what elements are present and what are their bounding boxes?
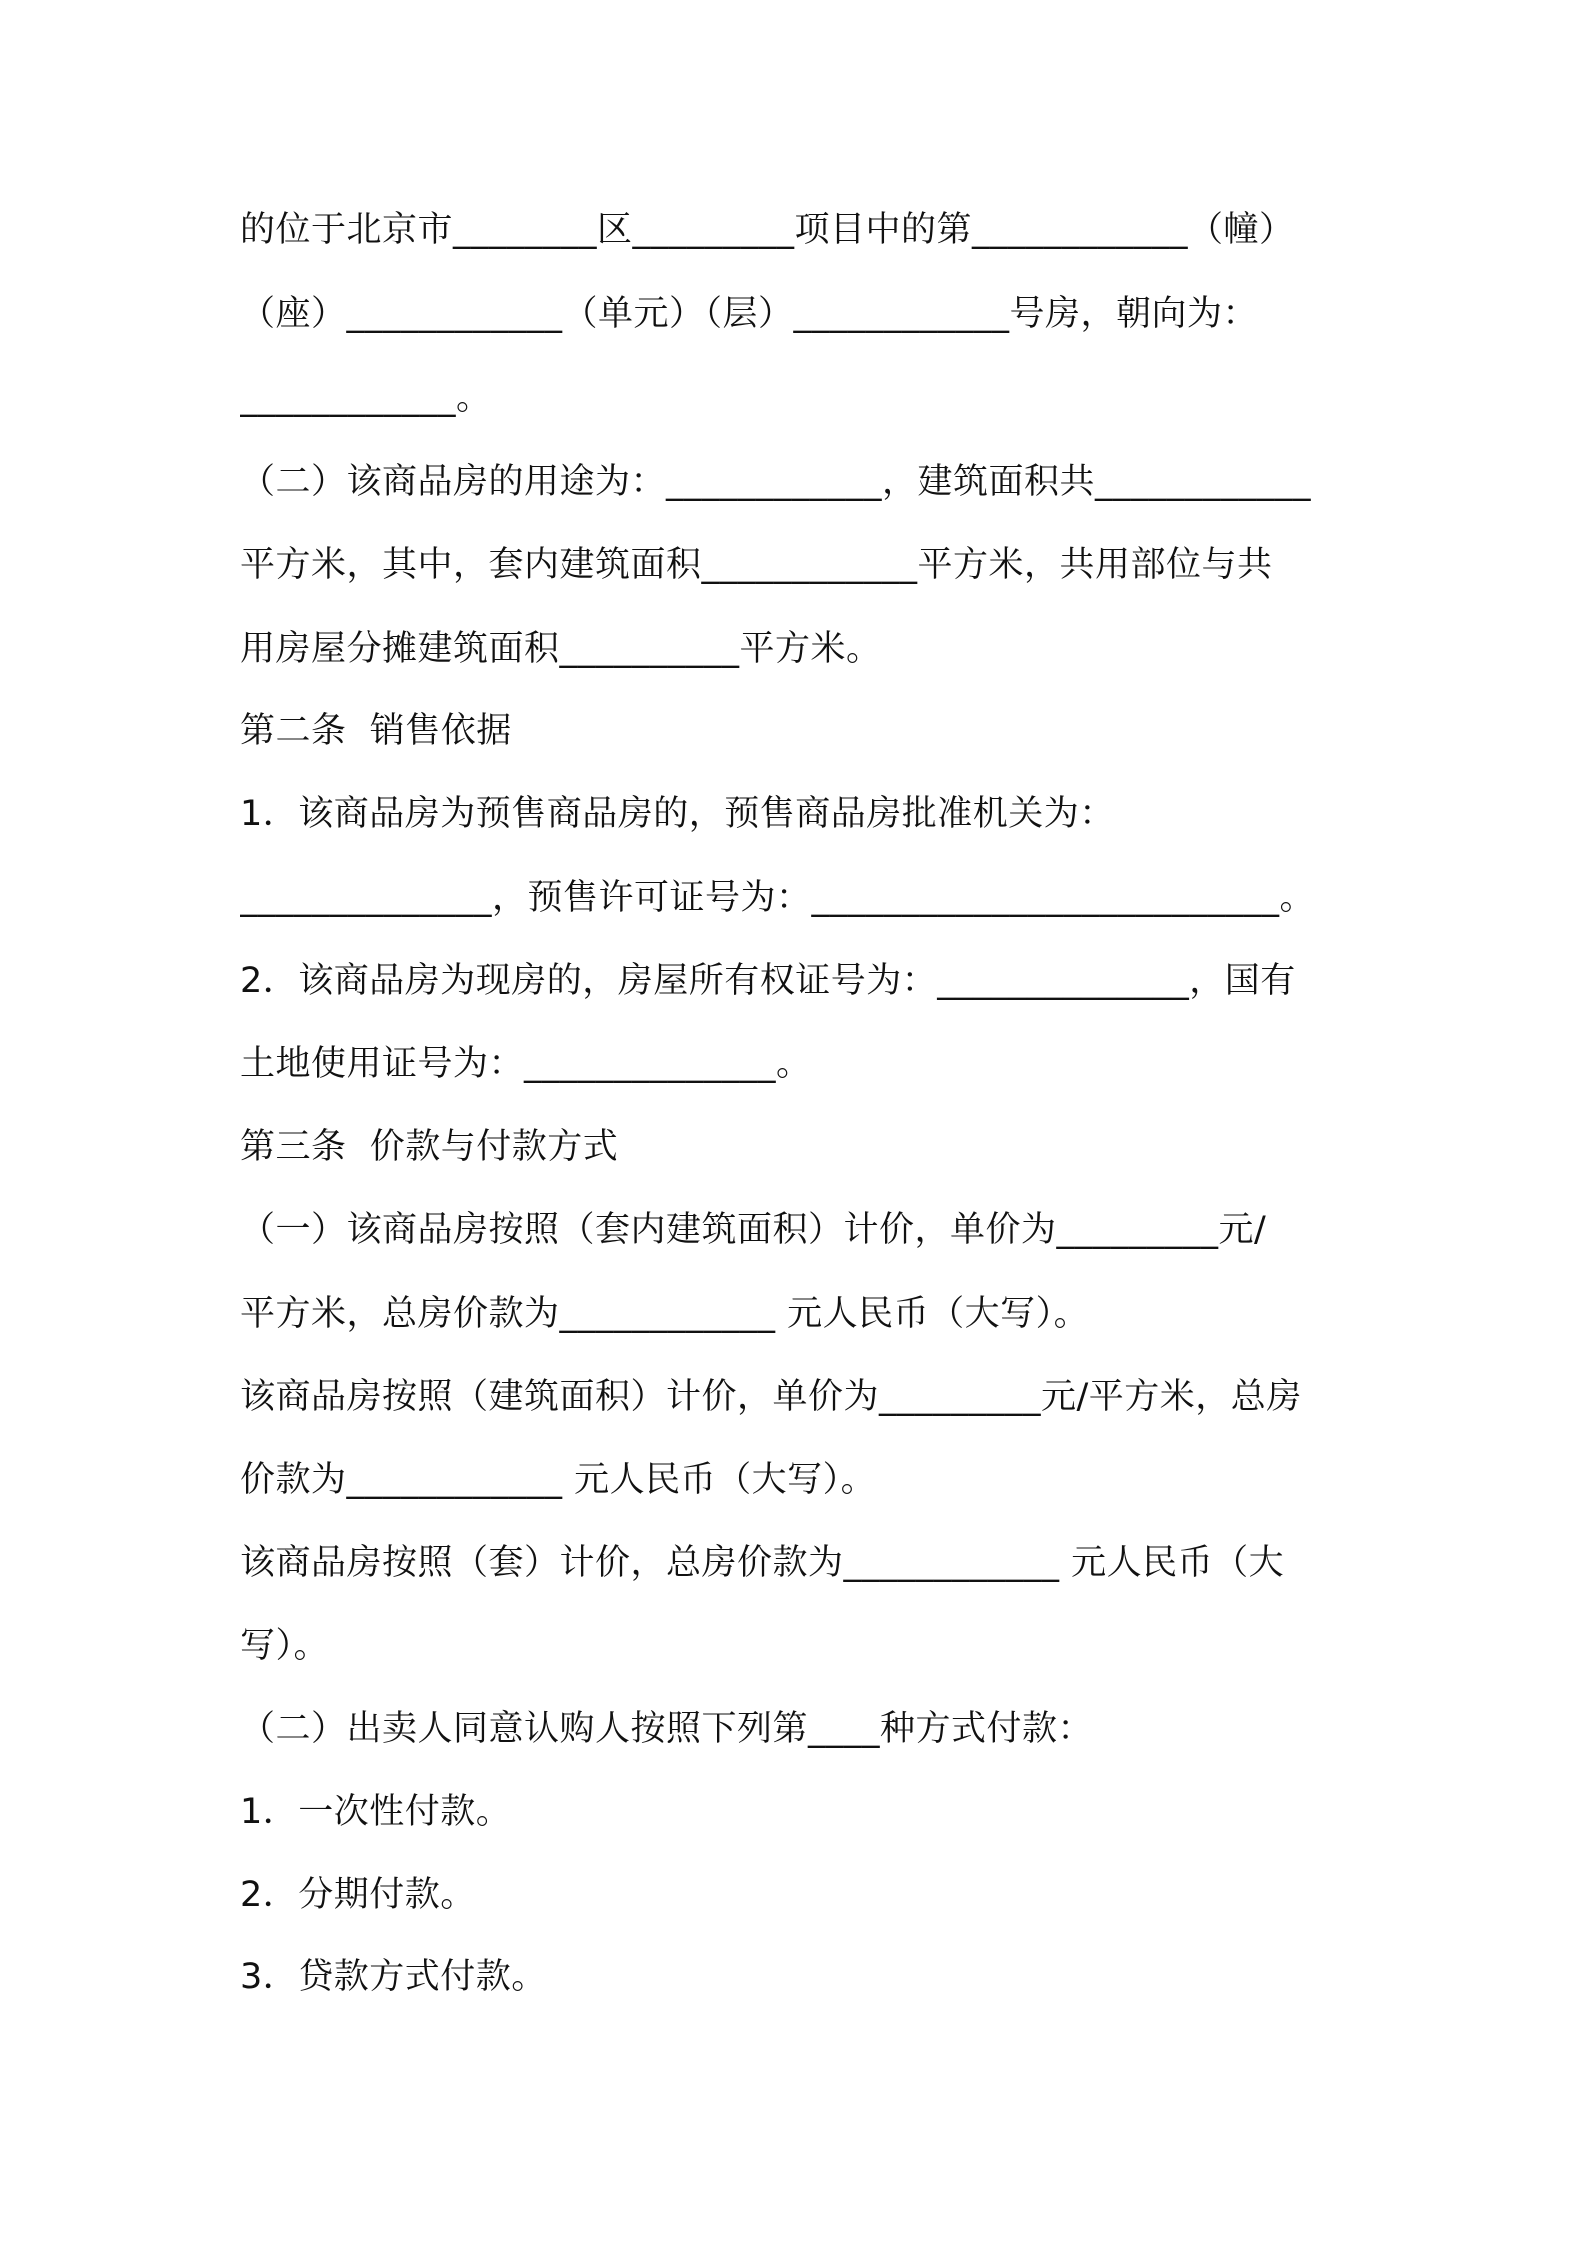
text-line-land-certificate: 土地使用证号为：______________。: [240, 1044, 812, 1084]
text-line-location: 的位于北京市________区_________项目中的第____________（幢）: [240, 210, 1295, 250]
text-line-unit: （座）____________（单元）（层）____________号房，朝向为：: [240, 294, 1259, 334]
text-line-inner-area: 平方米，其中，套内建筑面积____________平方米，共用部位与共: [240, 545, 1273, 585]
text-line-presale: 1．该商品房为预售商品房的，预售商品房批准机关为：: [240, 794, 1115, 834]
text-line-price-inner-total: 平方米，总房价款为____________ 元人民币（大写）。: [240, 1294, 1090, 1334]
text-line-usage-area: （二）该商品房的用途为：____________，建筑面积共____________: [240, 462, 1312, 502]
article-2-heading: 第二条 销售依据: [240, 711, 512, 751]
text-line-orientation: ____________。: [240, 378, 492, 418]
text-line-price-building-total: 价款为____________ 元人民币（大写）。: [240, 1460, 877, 1500]
list-item-lump-sum: 1．一次性付款。: [240, 1792, 512, 1832]
text-line-existing-house: 2．该商品房为现房的，房屋所有权证号为：______________，国有: [240, 961, 1296, 1001]
text-line-price-unit-end: 写）。: [240, 1626, 330, 1666]
text-line-presale-permit: ______________，预售许可证号为：__________________________。: [240, 878, 1316, 918]
article-3-heading: 第三条 价款与付款方式: [240, 1127, 619, 1167]
text-line-shared-area: 用房屋分摊建筑面积__________平方米。: [240, 629, 882, 669]
text-line-price-inner: （一）该商品房按照（套内建筑面积）计价，单价为_________元/: [240, 1210, 1267, 1250]
text-line-price-unit: 该商品房按照（套）计价，总房价款为____________ 元人民币（大: [240, 1543, 1285, 1583]
list-item-installment: 2．分期付款。: [240, 1875, 476, 1915]
list-item-loan: 3．贷款方式付款。: [240, 1957, 547, 1997]
text-line-price-building: 该商品房按照（建筑面积）计价，单价为_________元/平方米，总房: [240, 1377, 1302, 1417]
text-line-payment-method: （二）出卖人同意认购人按照下列第____种方式付款：: [240, 1709, 1094, 1749]
